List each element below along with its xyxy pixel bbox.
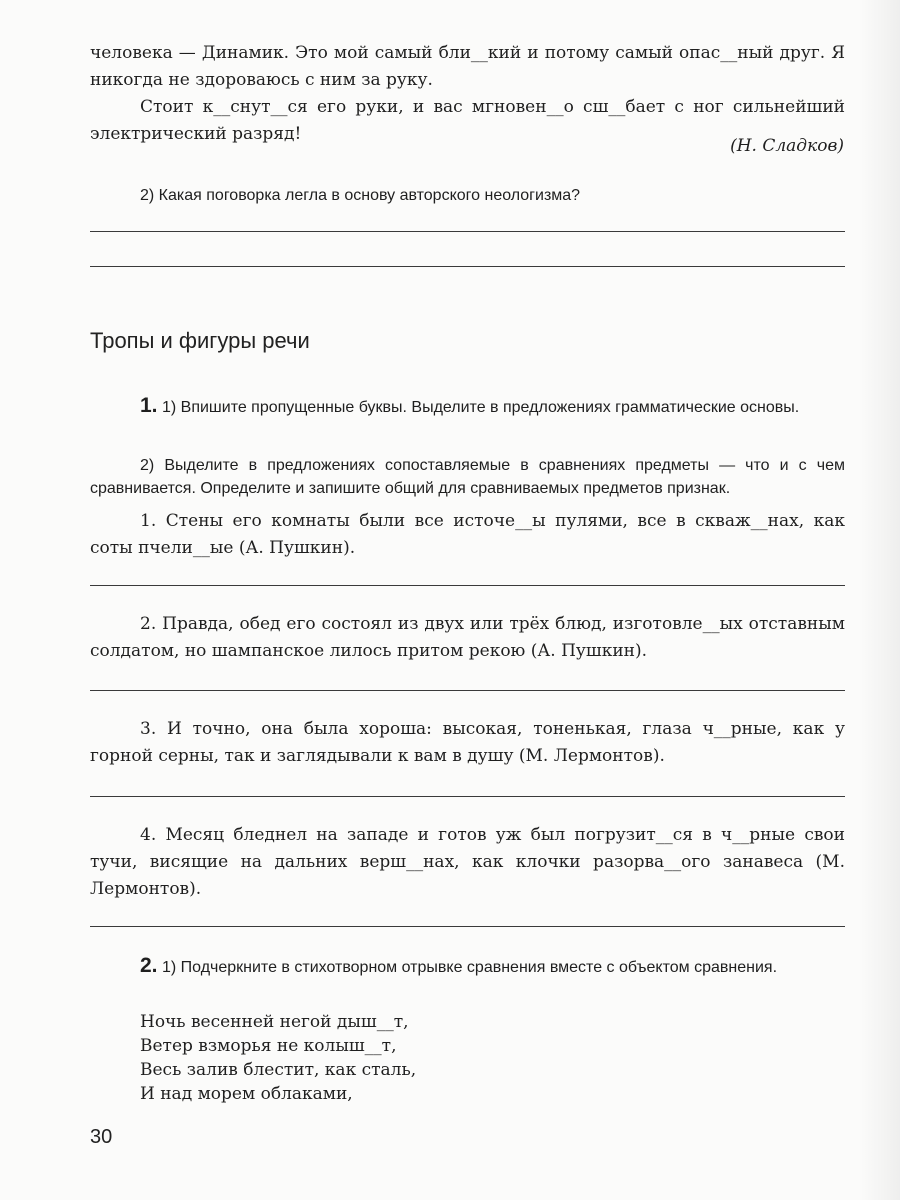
sentence-4: 4. Месяц бледнел на западе и готов уж был погрузит__ся в ч__рные свои тучи, висящие на дальних верш__нах, как клочки разорва__ого занавеса (М. Лермонтов). bbox=[90, 825, 845, 899]
sentence-2: 2. Правда, обед его состоял из двух или трёх блюд, изготовле__ых отставным солдатом, но шампанское лилось притом рекою (А. Пушкин). bbox=[90, 614, 845, 661]
poem-line: Ветер взморья не колыш__т, bbox=[140, 1036, 397, 1056]
task2-instruction bbox=[90, 954, 845, 979]
task2-number: 2. bbox=[140, 954, 158, 977]
poem-excerpt bbox=[140, 1010, 640, 1106]
poem-line: И над морем облаками, bbox=[140, 1084, 353, 1104]
author-credit: (Н. Сладков) bbox=[730, 136, 844, 156]
answer-line[interactable] bbox=[90, 585, 845, 586]
intro-paragraph-2: Стоит к__снут__ся его руки, и вас мгновен__о сш__бает с ног сильнейший электрический разряд! bbox=[90, 97, 845, 144]
task1-instruction-1 bbox=[90, 394, 845, 419]
page-number: 30 bbox=[90, 1126, 113, 1148]
task2-part1-text: 1) Подчеркните в стихотворном отрывке сравнения вместе с объектом сравнения. bbox=[161, 959, 778, 976]
answer-line[interactable] bbox=[90, 231, 845, 232]
page-edge-shadow bbox=[860, 0, 900, 1200]
intro-paragraph-1: человека — Динамик. Это мой самый бли__кий и потому самый опас__ный друг. Я никогда не здороваюсь с ним за руку. bbox=[90, 43, 845, 90]
section-title: Тропы и фигуры речи bbox=[90, 328, 310, 353]
answer-line[interactable] bbox=[90, 690, 845, 691]
answer-line[interactable] bbox=[90, 926, 845, 927]
answer-line[interactable] bbox=[90, 796, 845, 797]
poem-line: Весь залив блестит, как сталь, bbox=[140, 1060, 417, 1080]
sentence-3: 3. И точно, она была хороша: высокая, тоненькая, глаза ч__рные, как у горной серны, так и заглядывали к вам в душу (М. Лермонтов). bbox=[90, 719, 845, 766]
poem-line: Ночь весенней негой дыш__т, bbox=[140, 1012, 409, 1032]
task1-part1-text: 1) Впишите пропущенные буквы. Выделите в предложениях грамматические основы. bbox=[161, 399, 800, 416]
sentence-1: 1. Стены его комнаты были все источе__ы пулями, все в скваж__нах, как соты пчели__ые (А. Пушкин). bbox=[90, 511, 845, 558]
task1-number: 1. bbox=[140, 394, 158, 417]
answer-line[interactable] bbox=[90, 266, 845, 267]
question-saying: 2) Какая поговорка легла в основу авторского неологизма? bbox=[140, 187, 581, 204]
task1-instruction-2: 2) Выделите в предложениях сопоставляемые в сравнениях предметы — что и с чем сравнивается. Определите и запишите общий для сравниваемых предметов признак. bbox=[90, 457, 845, 497]
